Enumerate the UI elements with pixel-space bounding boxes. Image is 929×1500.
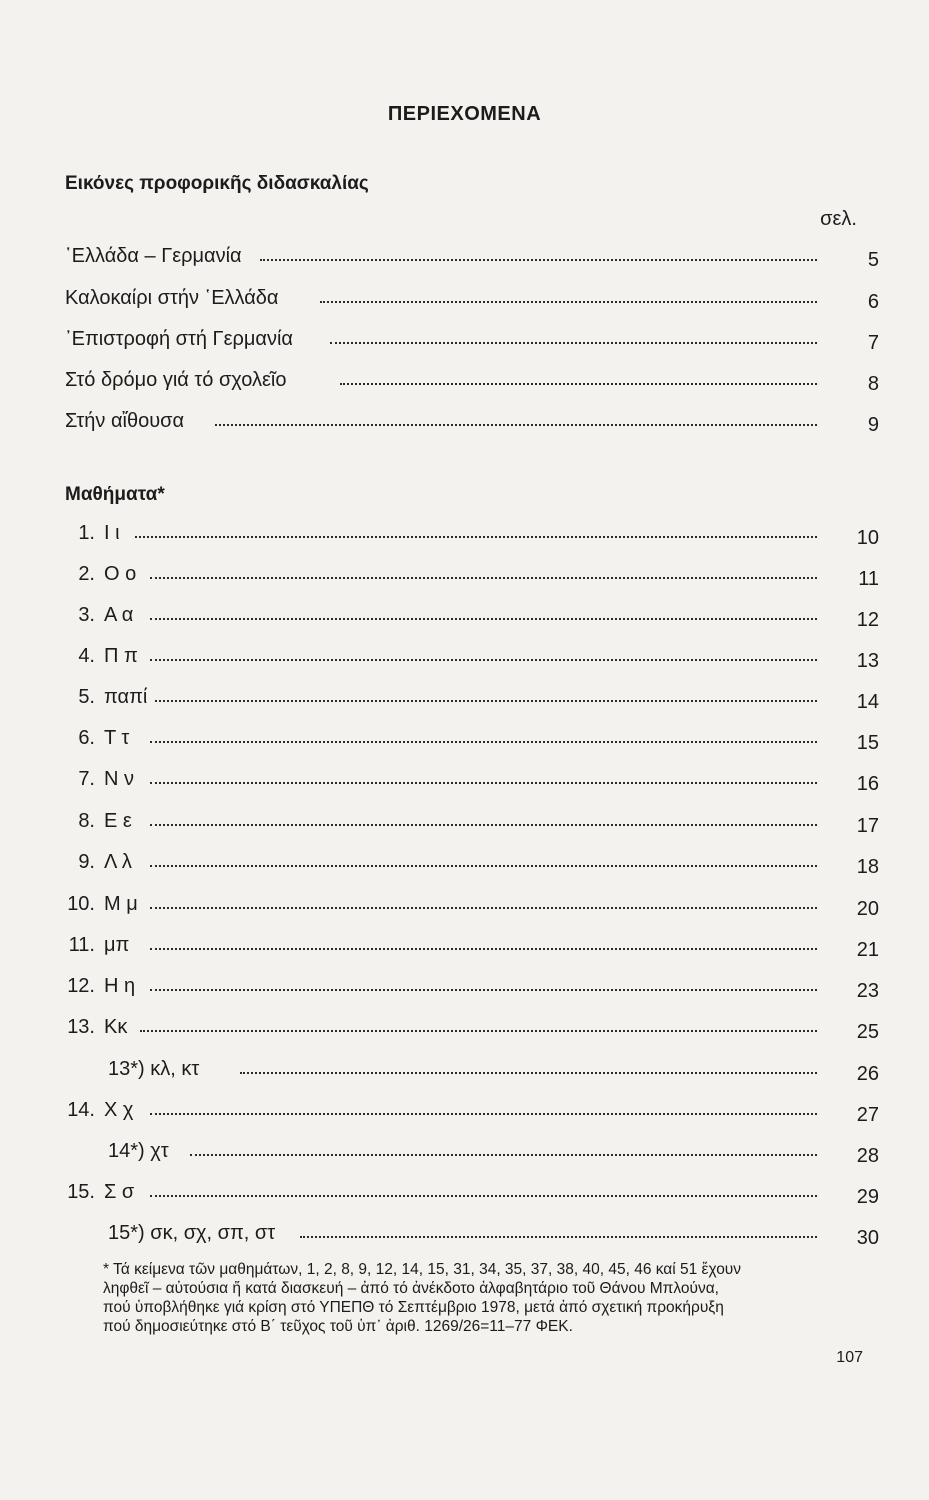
toc-entry-title: Σ σ [104, 1181, 135, 1203]
leader-dots [320, 301, 817, 303]
toc-entry-page: 17 [856, 815, 879, 837]
toc-entry-page: 14 [856, 691, 879, 713]
leader-dots [150, 989, 817, 991]
toc-entry-title: Στήν αἴθουσα [65, 410, 185, 432]
toc-entry-page: 12 [856, 609, 879, 631]
toc-entry-title: Α α [104, 604, 134, 626]
toc-entry-number: 15. [65, 1181, 95, 1204]
footnote [103, 1260, 873, 1336]
toc-entry [0, 1058, 929, 1088]
toc-entry-page: 16 [856, 773, 879, 795]
toc-entry-title: παπί [104, 686, 148, 708]
toc-entry-page: 6 [867, 291, 879, 313]
page-column-label: σελ. [820, 208, 857, 230]
leader-dots [150, 659, 817, 661]
toc-entry-page: 5 [867, 249, 879, 271]
toc-entry [0, 287, 929, 317]
page-number: 107 [836, 1349, 863, 1366]
toc-entry-page: 30 [856, 1227, 879, 1249]
toc-entry [0, 1222, 929, 1252]
toc-entry-page: 26 [856, 1063, 879, 1085]
leader-dots [135, 536, 817, 538]
toc-entry [0, 1099, 929, 1129]
toc-entry-title: ῾Ελλάδα – Γερμανία [65, 245, 242, 267]
toc-entry-page: 7 [867, 332, 879, 354]
toc-entry-number: 10. [65, 893, 95, 916]
toc-entry-title: Ο ο [104, 563, 137, 585]
leader-dots [150, 782, 817, 784]
toc-entry-title: Ν ν [104, 768, 134, 790]
leader-dots [150, 618, 817, 620]
toc-entry-page: 9 [867, 414, 879, 436]
page-title: ΠΕΡΙΕΧΟΜΕΝΑ [387, 103, 542, 125]
footnote-line: ληφθεῖ – αὐτούσια ἤ κατά διασκευή – ἀπό τό ἀνέκδοτο ἀλφαβητάριο τοῦ Θάνου Μπλούνα, [103, 1280, 719, 1297]
toc-entry-page: 23 [856, 980, 879, 1002]
toc-entry-page: 10 [856, 527, 879, 549]
toc-entry-title: ᾿Επιστροφή στή Γερμανία [65, 328, 293, 350]
toc-entry-page: 29 [856, 1186, 879, 1208]
toc-entry-title: 13*) κλ, κτ [108, 1058, 200, 1080]
toc-entry [0, 1140, 929, 1170]
toc-entry-number: 14. [65, 1099, 95, 1122]
leader-dots [155, 700, 817, 702]
toc-entry-page: 20 [856, 898, 879, 920]
leader-dots [140, 1030, 817, 1032]
toc-entry [0, 1181, 929, 1211]
leader-dots [150, 948, 817, 950]
toc-entry-title: Κκ [104, 1016, 128, 1038]
toc-entry [0, 893, 929, 923]
toc-entry-title: Τ τ [104, 727, 130, 749]
footnote-line: * Τά κείμενα τῶν μαθημάτων, 1, 2, 8, 9, 12, 14, 15, 31, 34, 35, 37, 38, 40, 45, 46 καί 51 ἔχουν [103, 1261, 742, 1278]
toc-entry-number: 8. [65, 810, 95, 833]
toc-entry-number: 3. [65, 604, 95, 627]
toc-entry [0, 810, 929, 840]
toc-entry-page: 8 [867, 373, 879, 395]
toc-entry-page: 13 [856, 650, 879, 672]
toc-entry [0, 563, 929, 593]
toc-entry-title: Π π [104, 645, 138, 667]
toc-entry-page: 27 [856, 1104, 879, 1126]
toc-entry-page: 28 [856, 1145, 879, 1167]
toc-entry-number: 11. [65, 934, 95, 957]
toc-entry-title: Μ μ [104, 893, 138, 915]
leader-dots [215, 424, 817, 426]
footnote-line: πού δημοσιεύτηκε στό Β΄ τεῦχος τοῦ ὑπ᾿ ἀριθ. 1269/26=11–77 ΦΕΚ. [103, 1318, 573, 1335]
toc-entry-title: Χ χ [104, 1099, 134, 1121]
toc-entry-title: 14*) χτ [108, 1140, 169, 1162]
toc-entry-page: 15 [856, 732, 879, 754]
leader-dots [240, 1072, 817, 1074]
section-heading-lessons: Μαθήματα* [65, 484, 165, 505]
toc-entry-title: Η η [104, 975, 136, 997]
toc-entry-title: Λ λ [104, 851, 132, 873]
toc-entry [0, 410, 929, 440]
leader-dots [150, 865, 817, 867]
toc-entry-page: 21 [856, 939, 879, 961]
leader-dots [150, 1113, 817, 1115]
toc-entry [0, 245, 929, 275]
toc-entry [0, 934, 929, 964]
leader-dots [150, 741, 817, 743]
toc-entry [0, 328, 929, 358]
toc-entry-number: 6. [65, 727, 95, 750]
toc-entry [0, 1016, 929, 1046]
toc-entry-title: μπ [104, 934, 130, 956]
toc-entry-number: 13. [65, 1016, 95, 1039]
toc-entry-title: Καλοκαίρι στήν ῾Ελλάδα [65, 287, 279, 309]
toc-entry-number: 1. [65, 522, 95, 545]
leader-dots [150, 1195, 817, 1197]
toc-entry-number: 2. [65, 563, 95, 586]
toc-entry [0, 768, 929, 798]
leader-dots [150, 577, 817, 579]
toc-entry [0, 686, 929, 716]
toc-entry-page: 25 [856, 1021, 879, 1043]
toc-entry-number: 7. [65, 768, 95, 791]
toc-entry [0, 522, 929, 552]
toc-entry-number: 4. [65, 645, 95, 668]
leader-dots [260, 259, 817, 261]
toc-entry-number: 12. [65, 975, 95, 998]
footnote-line: πού ὑποβλήθηκε γιά κρίση στό ΥΠΕΠΘ τό Σεπτέμβριο 1978, μετά ἀπό σχετική προκήρυξη [103, 1299, 724, 1316]
leader-dots [340, 383, 817, 385]
toc-entry [0, 727, 929, 757]
toc-entry-page: 18 [856, 856, 879, 878]
toc-entry [0, 975, 929, 1005]
toc-entry-title: 15*) σκ, σχ, σπ, στ [108, 1222, 276, 1244]
leader-dots [190, 1154, 817, 1156]
toc-entry [0, 369, 929, 399]
toc-entry-title: Στό δρόμο γιά τό σχολεῖο [65, 369, 287, 391]
toc-entry [0, 604, 929, 634]
leader-dots [150, 907, 817, 909]
leader-dots [330, 342, 817, 344]
toc-entry-title: Ε ε [104, 810, 132, 832]
section-heading-lessons-images: Εικόνες προφορικῆς διδασκαλίας [65, 173, 369, 194]
toc-entry-title: Ι ι [104, 522, 120, 544]
toc-entry [0, 851, 929, 881]
leader-dots [150, 824, 817, 826]
toc-entry-number: 9. [65, 851, 95, 874]
leader-dots [300, 1236, 817, 1238]
toc-entry-page: 11 [858, 568, 879, 590]
toc-entry-number: 5. [65, 686, 95, 709]
toc-entry [0, 645, 929, 675]
